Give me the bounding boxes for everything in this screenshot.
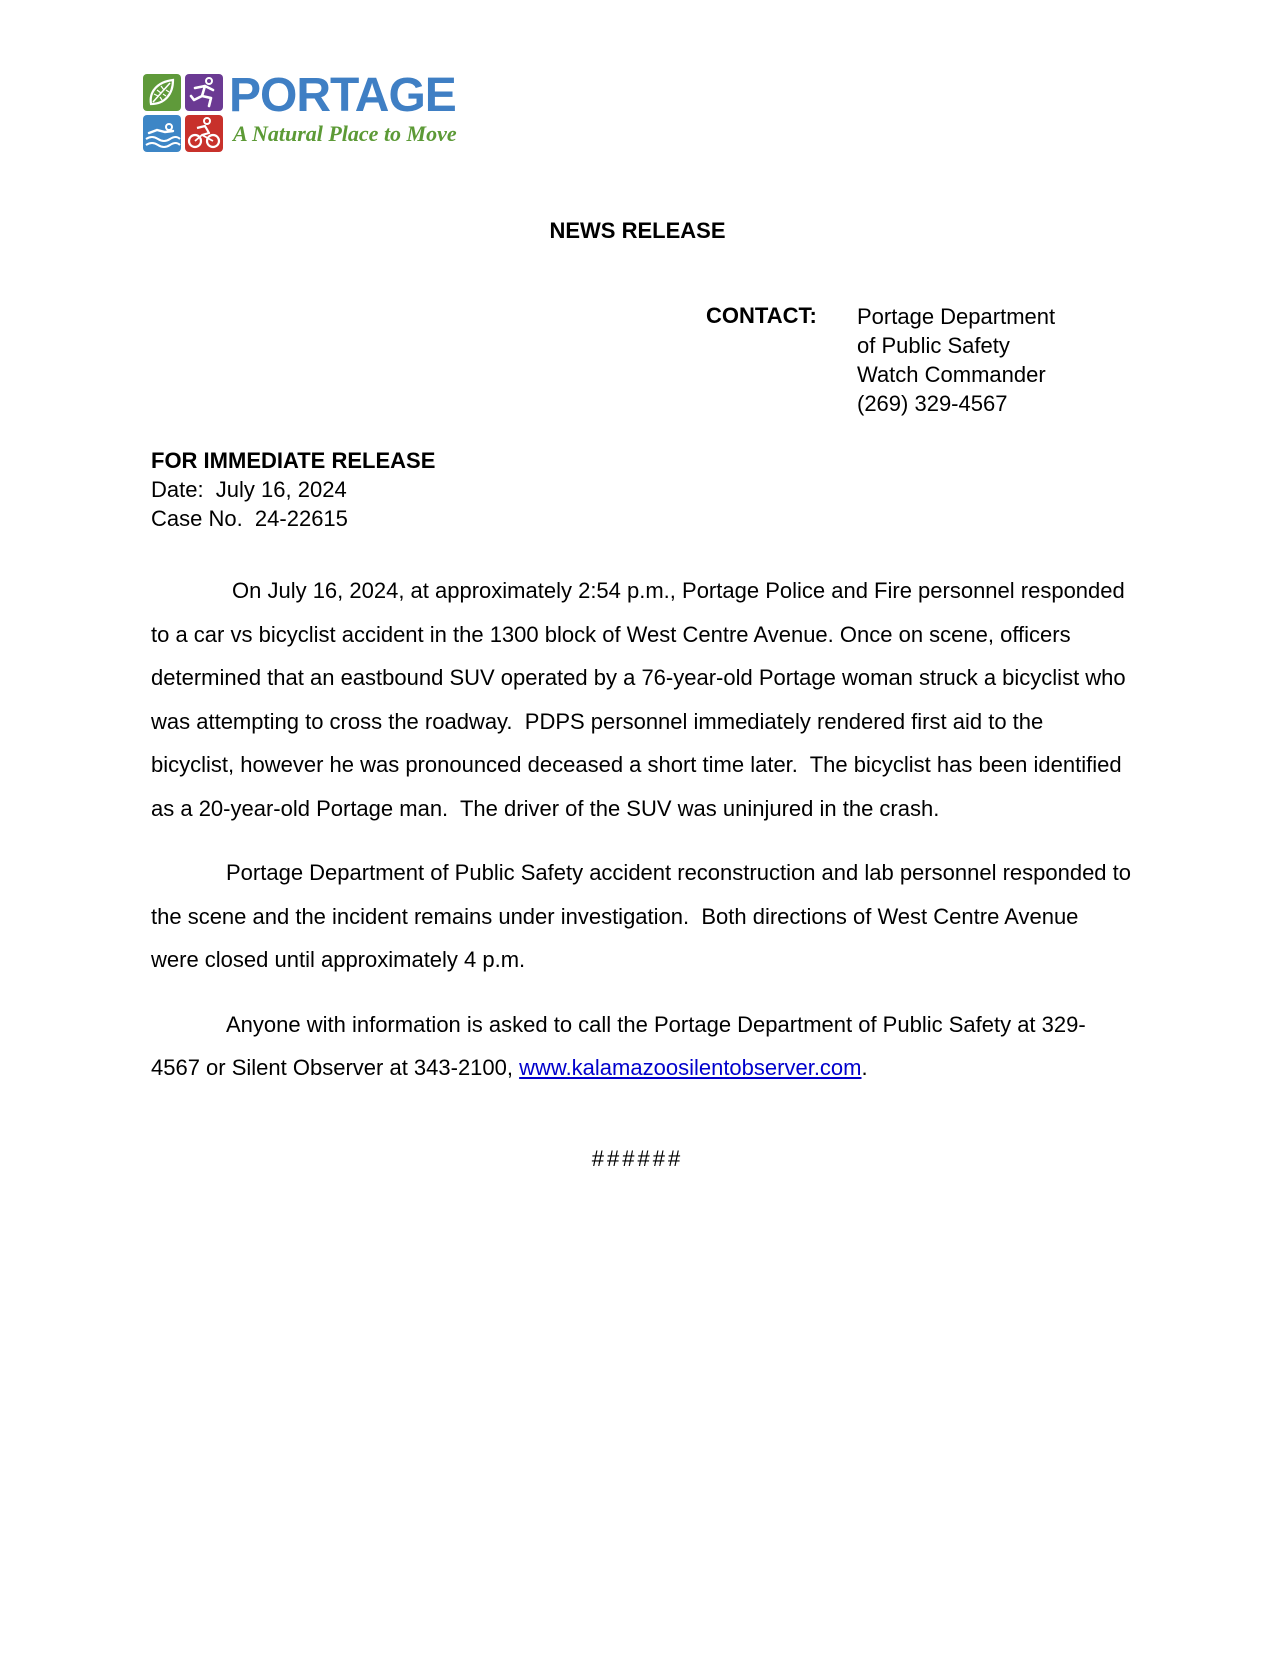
- contact-line: Portage Department: [857, 304, 1056, 329]
- cyclist-icon: [185, 115, 223, 152]
- logo-tiles: [143, 74, 225, 154]
- portage-logo: [143, 69, 473, 154]
- contact-block: [857, 302, 1055, 418]
- release-heading: FOR IMMEDIATE RELEASE: [151, 448, 436, 473]
- release-info: [151, 446, 435, 533]
- swimmer-icon: [143, 115, 181, 152]
- paragraph: On July 16, 2024, at approximately 2:54 p.m., Portage Police and Fire personnel responded to a car vs bicyclist accident in the 1300 block of West Centre Avenue. Once on scene, officers determined that an eastbound SUV operated by a 76-year-old Portage woman struck a bicyclist who was attempting to cross the roadway. PDPS personnel immediately rendered first aid to the bicyclist, however he was pronounced deceased a short time later. The bicyclist has been identified as a 20-year-old Portage man. The driver of the SUV was uninjured in the crash.: [151, 578, 1132, 821]
- contact-phone: (269) 329-4567: [857, 391, 1008, 416]
- runner-icon: [185, 74, 223, 111]
- body-text: [151, 569, 1138, 1111]
- end-of-release-mark: ######: [591, 1146, 684, 1171]
- case-number: Case No. 24-22615: [151, 506, 348, 531]
- paragraph-suffix: .: [861, 1055, 868, 1080]
- paragraph: Portage Department of Public Safety accident reconstruction and lab personnel responded to the scene and the incident remains under investigation. Both directions of West Centre Avenue were closed until approximately 4 p.m.: [151, 860, 1138, 972]
- paragraph-text: Anyone with information is asked to call the Portage Department of Public Safety at 329-4567 or Silent Observer at 343-2100,: [151, 1011, 1086, 1080]
- contact-label: CONTACT:: [706, 303, 817, 328]
- paragraph-contact-info: [151, 1003, 1131, 1090]
- document-title: NEWS RELEASE: [549, 218, 726, 243]
- logo-wordmark: PORTAGE: [229, 69, 456, 122]
- logo-tagline: A Natural Place to Move: [233, 121, 457, 146]
- contact-line: Watch Commander: [857, 362, 1046, 387]
- silent-observer-link[interactable]: www.kalamazoosilentobserver.com: [519, 1055, 862, 1080]
- leaf-icon: [143, 74, 181, 111]
- contact-line: of Public Safety: [857, 333, 1010, 358]
- release-date: Date: July 16, 2024: [151, 477, 347, 502]
